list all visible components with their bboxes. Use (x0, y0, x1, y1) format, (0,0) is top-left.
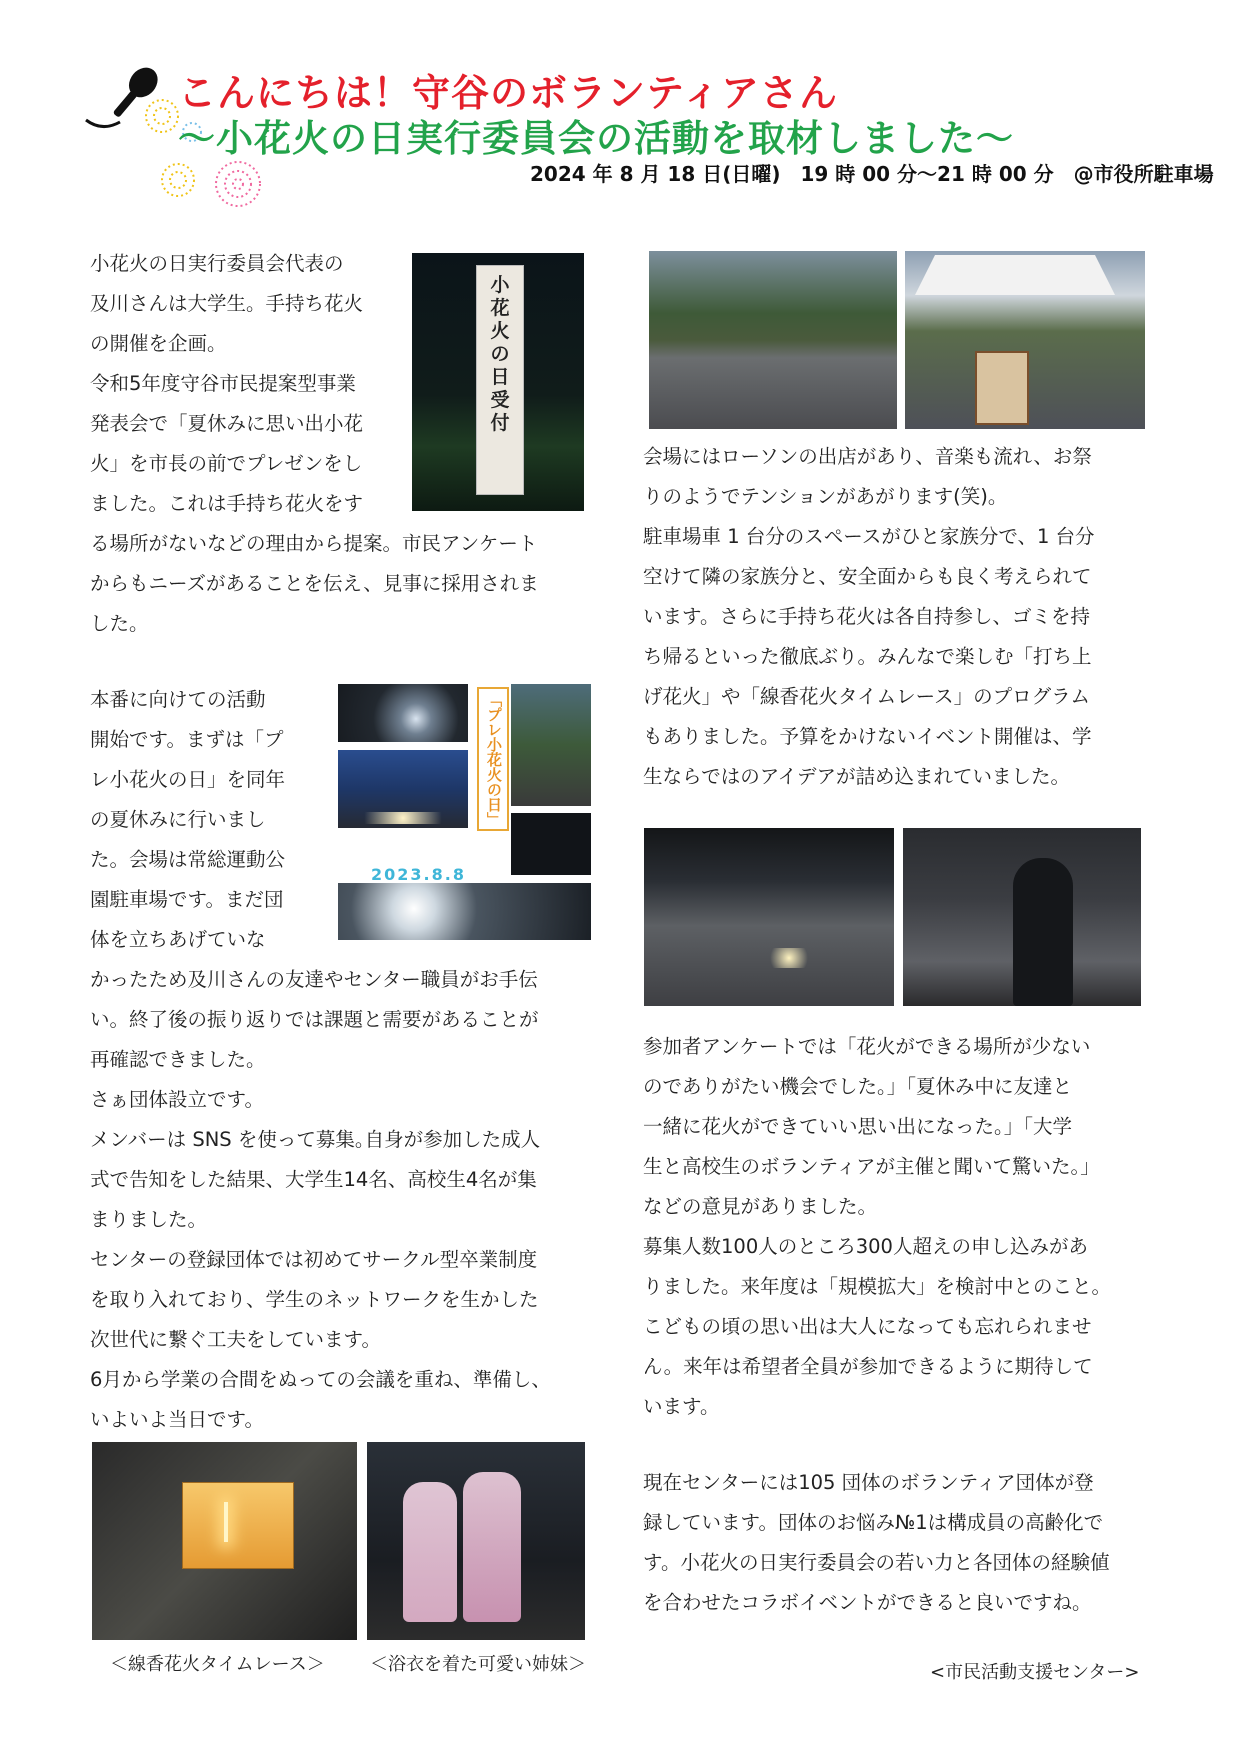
page-subtitle: ～小花火の日実行委員会の活動を取材しました～ (178, 117, 1014, 160)
tent-booth-photo (905, 251, 1145, 429)
collage-photo-dusk-lot (338, 750, 468, 828)
yukata-sisters-photo (367, 1442, 585, 1640)
pre-event-paragraph-wide: かったため及川さんの友達やセンター職員がお手伝 い。終了後の振り返りでは課題と需要があることが 再確認できました。 さぁ団体設立です。 メンバーは SNS を使って募集｡自身が参加した成人 式で告知をした結果、大学生14名、高校生4名が集 まりました。 センターの登録団体では初めてサークル型卒業制度 を取り入れており、学生のネットワークを生かした 次世代に繋ぐ工夫をしています。 6月から学業の合間をぬっての会議を重ね、準備し、 いよいよ当日です。 (90, 968, 551, 1431)
photo-caption-senko: ＜線香花火タイムレース＞ (110, 1654, 325, 1675)
collage-photo-sparklers-1 (338, 684, 468, 742)
page-title: こんにちは！守谷のボランティアさん (178, 71, 838, 115)
intro-paragraph-narrow: 小花火の日実行委員会代表の 及川さんは大学生。手持ち花火 の開催を企画。 令和5年度守谷市民提案型事業 発表会で「夏休みに思い出小花 火」を市長の前でプレゼンをし ました。これは手持ち花火をす (90, 252, 364, 515)
collage-photo-kids (511, 684, 591, 806)
senko-hanabi-photo (92, 1442, 357, 1640)
collage-photo-night-lamp (511, 813, 591, 875)
lawson-stand-photo (649, 251, 897, 429)
pre-event-collage (337, 683, 592, 941)
intro-paragraph-wide: る場所がないなどの理由から提案。市民アンケート からもニーズがあることを伝え、見事に採用されま した。 (90, 532, 539, 635)
photo-caption-yukata: ＜浴衣を着た可愛い姉妹＞ (370, 1654, 586, 1675)
parking-lot-fireworks-photo (644, 828, 894, 1006)
pre-event-paragraph-narrow: 本番に向けての活動 開始です。まずは「プ レ小花火の日」を同年 の夏休みに行いまし た。会場は常総運動公 園駐車場です。まだ団 体を立ちあげていな (90, 688, 286, 951)
event-dateline: 2024 年 8 月 18 日(日曜) 19 時 00 分～21 時 00 分 @市役所駐車場 (530, 162, 1214, 186)
collage-label: 「プレ小花火の日」 (477, 687, 509, 831)
center-paragraph: 現在センターには105 団体のボランティア団体が登 録しています。団体のお悩み№1は構成員の高齢化で す。小花火の日実行委員会の若い力と各団体の経験値 を合わせたコラボイベントができると良いですね。 (643, 1471, 1110, 1614)
signature: <市民活動支援センター> (930, 1662, 1140, 1683)
reception-sign-photo (412, 253, 584, 511)
event-paragraph: 会場にはローソンの出店があり、音楽も流れ、お祭 りのようでテンションがあがります(笑)。 駐車場車 1 台分のスペースがひと家族分で、1 台分 空けて隣の家族分と、安全面からも良く考えられて います。さらに手持ち花火は各自持参し、ゴミを持 ち帰るといった徹底ぶり。みんなで楽しむ「打ち上 げ花火」や「線香花火タイムレース」のプログラム もありました。予算をかけないイベント開催は、学 生ならではのアイデアが詰め込まれていました。 (643, 445, 1095, 788)
collage-photo-sparklers-2 (338, 883, 591, 940)
collage-date: 2023.8.8 (371, 865, 466, 884)
reception-sign-board: 小 花 火 の 日 受 付 (476, 265, 524, 495)
survey-paragraph: 参加者アンケートでは「花火ができる場所が少ない のでありがたい機会でした。」「夏休み中に友達と 一緒に花火ができていい思い出になった。」「大学 生と高校生のボランティアが主催と聞いて驚いた。」 などの意見がありました。 募集人数100人のところ300人超えの申し込みがあ りました。来年度は「規模拡大」を検討中とのこと。 こどもの頃の思い出は大人になっても忘れられませ ん。来年は希望者全員が参加できるように期待して います。 (643, 1035, 1112, 1418)
families-photo (903, 828, 1141, 1006)
